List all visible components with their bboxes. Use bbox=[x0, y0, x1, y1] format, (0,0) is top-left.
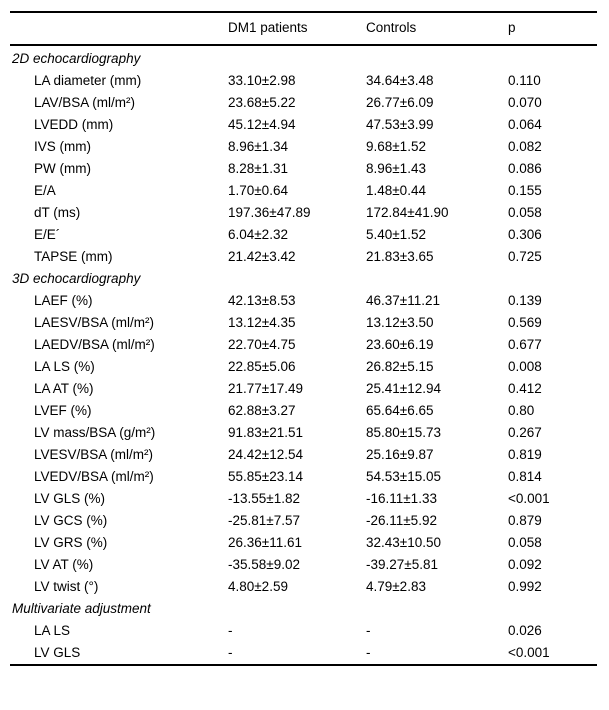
table-row bbox=[10, 334, 597, 356]
row-label: LV GCS (%) bbox=[34, 513, 108, 528]
row-label: LV GLS (%) bbox=[34, 491, 106, 506]
controls-value: 32.43±10.50 bbox=[366, 535, 441, 550]
table-row bbox=[10, 136, 597, 158]
controls-value: 54.53±15.05 bbox=[366, 469, 441, 484]
p-value: 0.082 bbox=[508, 139, 542, 154]
controls-value: 5.40±1.52 bbox=[366, 227, 426, 242]
header-row bbox=[10, 12, 597, 45]
dm1-value: 21.42±3.42 bbox=[228, 249, 296, 264]
controls-value: 25.16±9.87 bbox=[366, 447, 434, 462]
row-label: TAPSE (mm) bbox=[34, 249, 113, 264]
table-row bbox=[10, 422, 597, 444]
controls-value: 8.96±1.43 bbox=[366, 161, 426, 176]
echocardiography-comparison-table bbox=[10, 11, 597, 666]
table-row bbox=[10, 488, 597, 510]
table-body bbox=[10, 45, 597, 665]
table-row bbox=[10, 444, 597, 466]
dm1-value: 13.12±4.35 bbox=[228, 315, 296, 330]
p-value: 0.155 bbox=[508, 183, 542, 198]
p-value: 0.725 bbox=[508, 249, 542, 264]
table-row bbox=[10, 378, 597, 400]
dm1-value: -13.55±1.82 bbox=[228, 491, 300, 506]
table-row bbox=[10, 246, 597, 268]
p-value: 0.412 bbox=[508, 381, 542, 396]
table-row bbox=[10, 642, 597, 665]
p-value: 0.026 bbox=[508, 623, 542, 638]
col-header-p: p bbox=[508, 12, 597, 45]
p-value: 0.80 bbox=[508, 403, 535, 418]
table-row bbox=[10, 224, 597, 246]
row-label: LVEDD (mm) bbox=[34, 117, 114, 132]
section-header-row bbox=[10, 45, 597, 70]
dm1-value: 45.12±4.94 bbox=[228, 117, 296, 132]
row-label: LV GLS bbox=[34, 645, 81, 660]
section-title: Multivariate adjustment bbox=[12, 601, 151, 616]
p-value: 0.992 bbox=[508, 579, 542, 594]
p-value: 0.058 bbox=[508, 205, 542, 220]
p-value: 0.110 bbox=[508, 73, 541, 88]
controls-value: 4.79±2.83 bbox=[366, 579, 426, 594]
p-value: <0.001 bbox=[508, 491, 550, 506]
col-header-controls: Controls bbox=[366, 12, 508, 45]
section-title: 3D echocardiography bbox=[12, 271, 141, 286]
row-label: LAEDV/BSA (ml/m²) bbox=[34, 337, 155, 352]
p-value: 0.819 bbox=[508, 447, 542, 462]
row-label: IVS (mm) bbox=[34, 139, 91, 154]
controls-value: 21.83±3.65 bbox=[366, 249, 434, 264]
p-value: 0.677 bbox=[508, 337, 542, 352]
controls-value: 25.41±12.94 bbox=[366, 381, 441, 396]
p-value: 0.267 bbox=[508, 425, 542, 440]
p-value: 0.139 bbox=[508, 293, 542, 308]
row-label: E/A bbox=[34, 183, 56, 198]
row-label: LAV/BSA (ml/m²) bbox=[34, 95, 136, 110]
controls-value: 23.60±6.19 bbox=[366, 337, 434, 352]
controls-value: 26.77±6.09 bbox=[366, 95, 434, 110]
controls-value: - bbox=[366, 623, 371, 638]
section-header-row bbox=[10, 598, 597, 620]
table-row bbox=[10, 290, 597, 312]
dm1-value: 4.80±2.59 bbox=[228, 579, 288, 594]
p-value: 0.008 bbox=[508, 359, 542, 374]
dm1-value: 6.04±2.32 bbox=[228, 227, 288, 242]
p-value: 0.306 bbox=[508, 227, 542, 242]
controls-value: -26.11±5.92 bbox=[366, 513, 437, 528]
col-header-dm1-patients: DM1 patients bbox=[228, 12, 366, 45]
row-label: LA diameter (mm) bbox=[34, 73, 142, 88]
table-row bbox=[10, 400, 597, 422]
p-value: 0.879 bbox=[508, 513, 542, 528]
dm1-value: -35.58±9.02 bbox=[228, 557, 300, 572]
table-row bbox=[10, 180, 597, 202]
dm1-value: - bbox=[228, 623, 233, 638]
table-row bbox=[10, 70, 597, 92]
row-label: LVESV/BSA (ml/m²) bbox=[34, 447, 154, 462]
controls-value: 65.64±6.65 bbox=[366, 403, 434, 418]
dm1-value: 26.36±11.61 bbox=[228, 535, 302, 550]
table-row bbox=[10, 554, 597, 576]
row-label: LA LS (%) bbox=[34, 359, 95, 374]
row-label: LV twist (°) bbox=[34, 579, 99, 594]
row-label: LA AT (%) bbox=[34, 381, 94, 396]
section-header-row bbox=[10, 268, 597, 290]
table-row bbox=[10, 466, 597, 488]
controls-value: 85.80±15.73 bbox=[366, 425, 441, 440]
p-value: 0.814 bbox=[508, 469, 542, 484]
col-header-parameter bbox=[10, 12, 228, 45]
dm1-value: 22.70±4.75 bbox=[228, 337, 296, 352]
controls-value: 1.48±0.44 bbox=[366, 183, 426, 198]
dm1-value: - bbox=[228, 645, 233, 660]
controls-value: 34.64±3.48 bbox=[366, 73, 434, 88]
dm1-value: 197.36±47.89 bbox=[228, 205, 311, 220]
dm1-value: 62.88±3.27 bbox=[228, 403, 296, 418]
table-row bbox=[10, 532, 597, 554]
controls-value: 47.53±3.99 bbox=[366, 117, 434, 132]
row-label: LAESV/BSA (ml/m²) bbox=[34, 315, 155, 330]
p-value: 0.058 bbox=[508, 535, 542, 550]
dm1-value: 33.10±2.98 bbox=[228, 73, 296, 88]
table-row bbox=[10, 312, 597, 334]
dm1-value: 8.96±1.34 bbox=[228, 139, 288, 154]
row-label: LVEDV/BSA (ml/m²) bbox=[34, 469, 154, 484]
row-label: PW (mm) bbox=[34, 161, 91, 176]
dm1-value: 55.85±23.14 bbox=[228, 469, 303, 484]
section-title: 2D echocardiography bbox=[12, 51, 141, 66]
controls-value: - bbox=[366, 645, 371, 660]
row-label: LVEF (%) bbox=[34, 403, 92, 418]
dm1-value: 1.70±0.64 bbox=[228, 183, 288, 198]
row-label: LV AT (%) bbox=[34, 557, 94, 572]
controls-value: 172.84±41.90 bbox=[366, 205, 449, 220]
dm1-value: 8.28±1.31 bbox=[228, 161, 288, 176]
controls-value: 26.82±5.15 bbox=[366, 359, 434, 374]
controls-value: -16.11±1.33 bbox=[366, 491, 437, 506]
table-row bbox=[10, 92, 597, 114]
dm1-value: 42.13±8.53 bbox=[228, 293, 296, 308]
dm1-value: 24.42±12.54 bbox=[228, 447, 303, 462]
p-value: 0.064 bbox=[508, 117, 542, 132]
controls-value: 9.68±1.52 bbox=[366, 139, 426, 154]
row-label: E/E´ bbox=[34, 227, 61, 242]
dm1-value: 22.85±5.06 bbox=[228, 359, 296, 374]
p-value: 0.070 bbox=[508, 95, 542, 110]
p-value: 0.086 bbox=[508, 161, 542, 176]
table-row bbox=[10, 202, 597, 224]
p-value: 0.569 bbox=[508, 315, 542, 330]
table-row bbox=[10, 620, 597, 642]
controls-value: -39.27±5.81 bbox=[366, 557, 438, 572]
table-row bbox=[10, 510, 597, 532]
row-label: LAEF (%) bbox=[34, 293, 93, 308]
dm1-value: -25.81±7.57 bbox=[228, 513, 300, 528]
row-label: LV GRS (%) bbox=[34, 535, 108, 550]
dm1-value: 21.77±17.49 bbox=[228, 381, 303, 396]
table-row bbox=[10, 576, 597, 598]
controls-value: 13.12±3.50 bbox=[366, 315, 434, 330]
dm1-value: 23.68±5.22 bbox=[228, 95, 296, 110]
table-row bbox=[10, 356, 597, 378]
row-label: LV mass/BSA (g/m²) bbox=[34, 425, 156, 440]
dm1-value: 91.83±21.51 bbox=[228, 425, 303, 440]
controls-value: 46.37±11.21 bbox=[366, 293, 440, 308]
table-row bbox=[10, 158, 597, 180]
row-label: LA LS bbox=[34, 623, 71, 638]
table-row bbox=[10, 114, 597, 136]
p-value: <0.001 bbox=[508, 645, 550, 660]
row-label: dT (ms) bbox=[34, 205, 81, 220]
p-value: 0.092 bbox=[508, 557, 542, 572]
